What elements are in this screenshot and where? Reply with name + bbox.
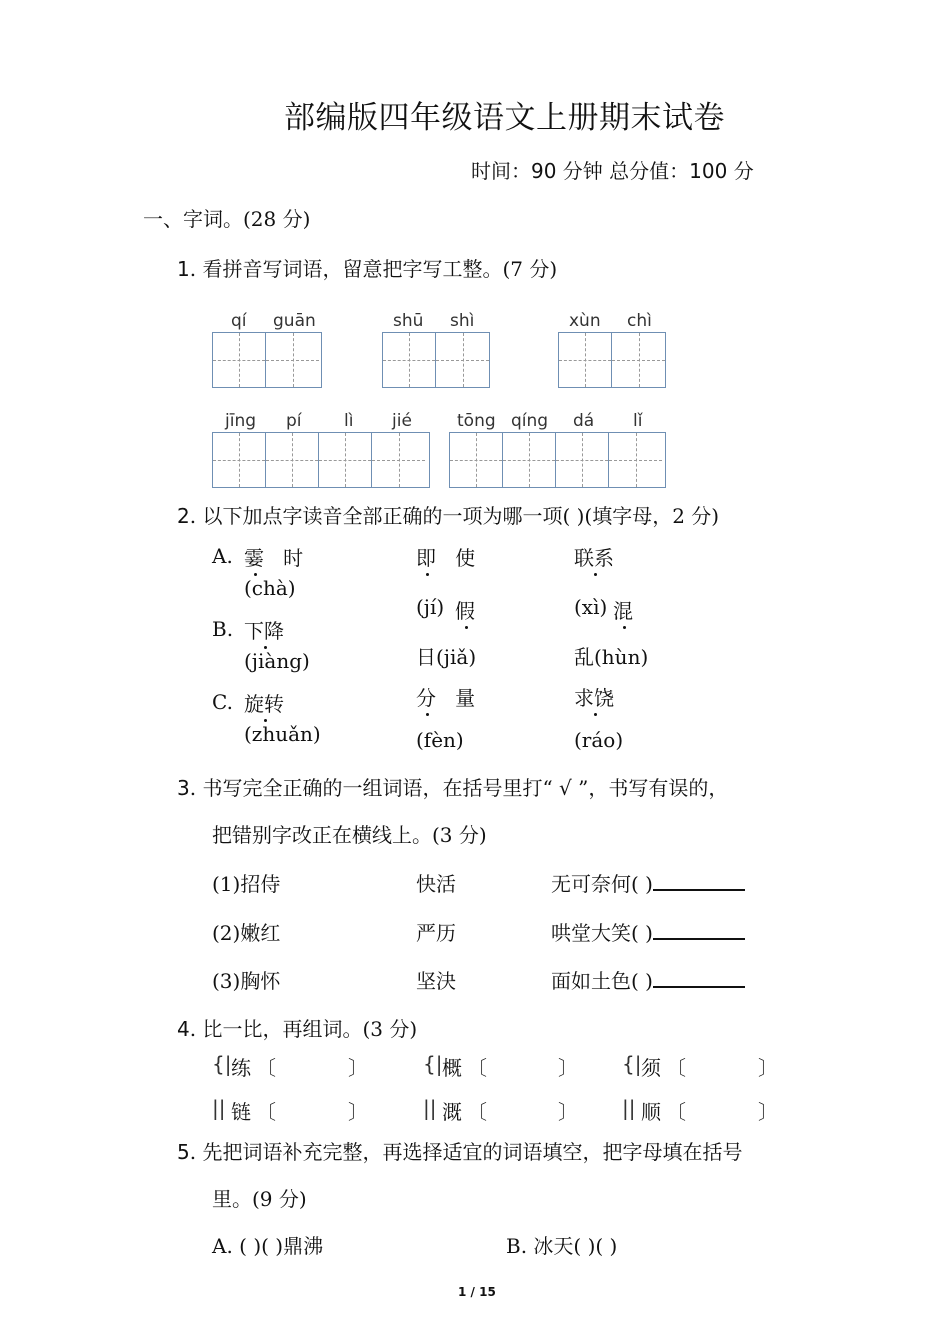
pinyin: shì [450, 311, 475, 331]
writing-grid[interactable] [212, 432, 430, 488]
writing-grid[interactable] [212, 332, 322, 388]
brace-top: {| [212, 1052, 232, 1076]
q3-row-3-b: 坚決 [416, 969, 456, 993]
question-2 [177, 500, 719, 529]
dotted-char: 分 [416, 686, 436, 710]
exam-meta: 时间：90 分钟 总分值：100 分 [471, 159, 754, 183]
brace-bottom: || [423, 1096, 437, 1120]
compare-char-bottom: 链 [231, 1100, 251, 1124]
option-b-word-1 [244, 615, 284, 644]
question-text: . 先把词语补充完整，再选择适宜的词语填空，把字母填在括号 [189, 1140, 743, 1164]
question-1 [177, 253, 557, 282]
dotted-char: 旋转 [244, 692, 284, 716]
section-1-heading: 一、字词。(28 分) [143, 207, 311, 231]
paren-close[interactable]: 〕 [558, 1056, 578, 1080]
q3-row-3-a: (3)胸怀 [212, 969, 281, 993]
option-c-pinyin-2: (fèn) [416, 728, 464, 752]
pinyin: jīng [225, 411, 257, 431]
answer-line[interactable] [653, 968, 745, 988]
grid-cell[interactable] [266, 333, 319, 387]
writing-grid[interactable] [449, 432, 666, 488]
grid-cell[interactable] [383, 333, 436, 387]
question-3-line-2: 把错别字改正在横线上。(3 分) [212, 823, 487, 847]
pinyin: qí [231, 311, 247, 331]
compare-char-top: 须 [641, 1056, 661, 1080]
question-text: . 以下加点字读音全部正确的一项为哪一项( )(填字母，2 分) [189, 504, 720, 528]
grid-cell[interactable] [503, 433, 556, 487]
pinyin: guān [273, 311, 316, 331]
pinyin: lǐ [633, 411, 643, 431]
compare-char-bottom: 溉 [442, 1100, 462, 1124]
q3-word: 哄堂大笑( ) [551, 921, 653, 945]
paren-close[interactable]: 〕 [558, 1100, 578, 1124]
option-a-word-2 [416, 542, 475, 571]
writing-grid[interactable] [382, 332, 490, 388]
question-number: 2 [177, 504, 190, 528]
char: 量 [455, 686, 476, 710]
question-4 [177, 1013, 417, 1042]
brace-bottom: || [212, 1096, 226, 1120]
q3-row-1-c [551, 868, 745, 897]
pinyin: chì [627, 311, 652, 331]
option-c-pinyin-3: (ráo) [574, 728, 624, 752]
paren-open: 〔 [467, 1056, 487, 1080]
pinyin: pí [286, 411, 302, 431]
question-text: . 比一比，再组词。(3 分) [189, 1017, 418, 1041]
option-a-pinyin-2: (jí) [416, 595, 445, 619]
dotted-char: 下降 [244, 619, 284, 643]
grid-cell[interactable] [609, 433, 662, 487]
grid-cell[interactable] [213, 333, 266, 387]
pinyin: lì [344, 411, 354, 431]
paren-open: 〔 [256, 1056, 276, 1080]
brace-top: {| [622, 1052, 642, 1076]
compare-char-top: 概 [442, 1056, 462, 1080]
option-a-letter: A. [212, 544, 233, 568]
option-c-word-3 [574, 682, 614, 711]
paren-close[interactable]: 〕 [348, 1100, 368, 1124]
grid-cell[interactable] [450, 433, 503, 487]
grid-cell[interactable] [612, 333, 665, 387]
grid-cell[interactable] [319, 433, 372, 487]
option-a-word-3 [574, 542, 614, 571]
question-number: 1 [177, 257, 190, 281]
pinyin: shū [393, 311, 424, 331]
dotted-char: 求饶 [574, 686, 614, 710]
answer-line[interactable] [653, 871, 745, 891]
question-text: . 书写完全正确的一组词语，在括号里打“ √ ”，书写有误的， [189, 776, 729, 800]
answer-line[interactable] [653, 920, 745, 940]
option-c-word-2 [416, 682, 475, 711]
q3-row-2-b: 严历 [416, 921, 456, 945]
dotted-char: 假 [455, 599, 475, 623]
dotted-char: 混 [613, 599, 633, 623]
dotted-char: 霎 [244, 546, 264, 570]
paren-open: 〔 [467, 1100, 487, 1124]
paren-open: 〔 [256, 1100, 276, 1124]
q3-row-3-c [551, 965, 745, 994]
option-c-letter: C. [212, 690, 233, 714]
dotted-char: 即 [416, 546, 436, 570]
option-c-pinyin-1: (zhuǎn) [244, 722, 321, 746]
option-b-word-2 [455, 595, 475, 624]
grid-cell[interactable] [372, 433, 425, 487]
compare-char-bottom: 顺 [641, 1100, 661, 1124]
q5-item-b: B. 冰天( )( ) [506, 1234, 618, 1258]
option-b-letter: B. [212, 617, 234, 641]
option-c-word-1 [244, 688, 284, 717]
q3-row-1-a: (1)招侍 [212, 872, 281, 896]
question-number: 4 [177, 1017, 190, 1041]
q3-row-2-a: (2)嫩红 [212, 921, 281, 945]
char: 使 [455, 546, 476, 570]
paren-close[interactable]: 〕 [758, 1056, 778, 1080]
paren-open: 〔 [666, 1056, 686, 1080]
q5-item-a: A. ( )( )鼎沸 [212, 1234, 324, 1258]
pinyin: qíng [511, 411, 549, 431]
question-text: . 看拼音写词语，留意把字写工整。(7 分) [189, 257, 558, 281]
pinyin: xùn [569, 311, 601, 331]
paren-open: 〔 [666, 1100, 686, 1124]
page-title: 部编版四年级语文上册期末试卷 [284, 100, 725, 136]
option-b-pinyin-1: (jiàng) [244, 649, 310, 673]
question-number: 5 [177, 1140, 190, 1164]
option-b-pinyin-3: 乱(hùn) [574, 645, 649, 669]
grid-cell[interactable] [213, 433, 266, 487]
option-a-pinyin-1: (chà) [244, 576, 296, 600]
writing-grid[interactable] [558, 332, 666, 388]
option-a-word-1 [244, 542, 303, 571]
question-number: 3 [177, 776, 190, 800]
brace-top: {| [423, 1052, 443, 1076]
q3-word: 面如土色( ) [551, 969, 653, 993]
brace-bottom: || [622, 1096, 636, 1120]
char: 时 [283, 546, 304, 570]
option-a-pinyin-3: (xì) [574, 595, 608, 619]
grid-cell[interactable] [266, 433, 319, 487]
pinyin: tōng [457, 411, 496, 431]
paren-close[interactable]: 〕 [348, 1056, 368, 1080]
paren-close[interactable]: 〕 [758, 1100, 778, 1124]
compare-char-top: 练 [231, 1056, 251, 1080]
page-number: 1 / 15 [458, 1285, 496, 1299]
q3-row-2-c [551, 917, 745, 946]
question-5 [177, 1136, 742, 1165]
question-3 [177, 772, 728, 801]
grid-cell[interactable] [559, 333, 612, 387]
question-5-line-2: 里。(9 分) [212, 1187, 307, 1211]
pinyin: jié [392, 411, 412, 431]
pinyin: dá [573, 411, 595, 431]
option-b-word-3 [613, 595, 633, 624]
q3-row-1-b: 快活 [416, 872, 456, 896]
grid-cell[interactable] [556, 433, 609, 487]
dotted-char: 联系 [574, 546, 614, 570]
grid-cell[interactable] [436, 333, 489, 387]
option-b-pinyin-2: 日(jiǎ) [416, 645, 477, 669]
q3-word: 无可奈何( ) [551, 872, 653, 896]
